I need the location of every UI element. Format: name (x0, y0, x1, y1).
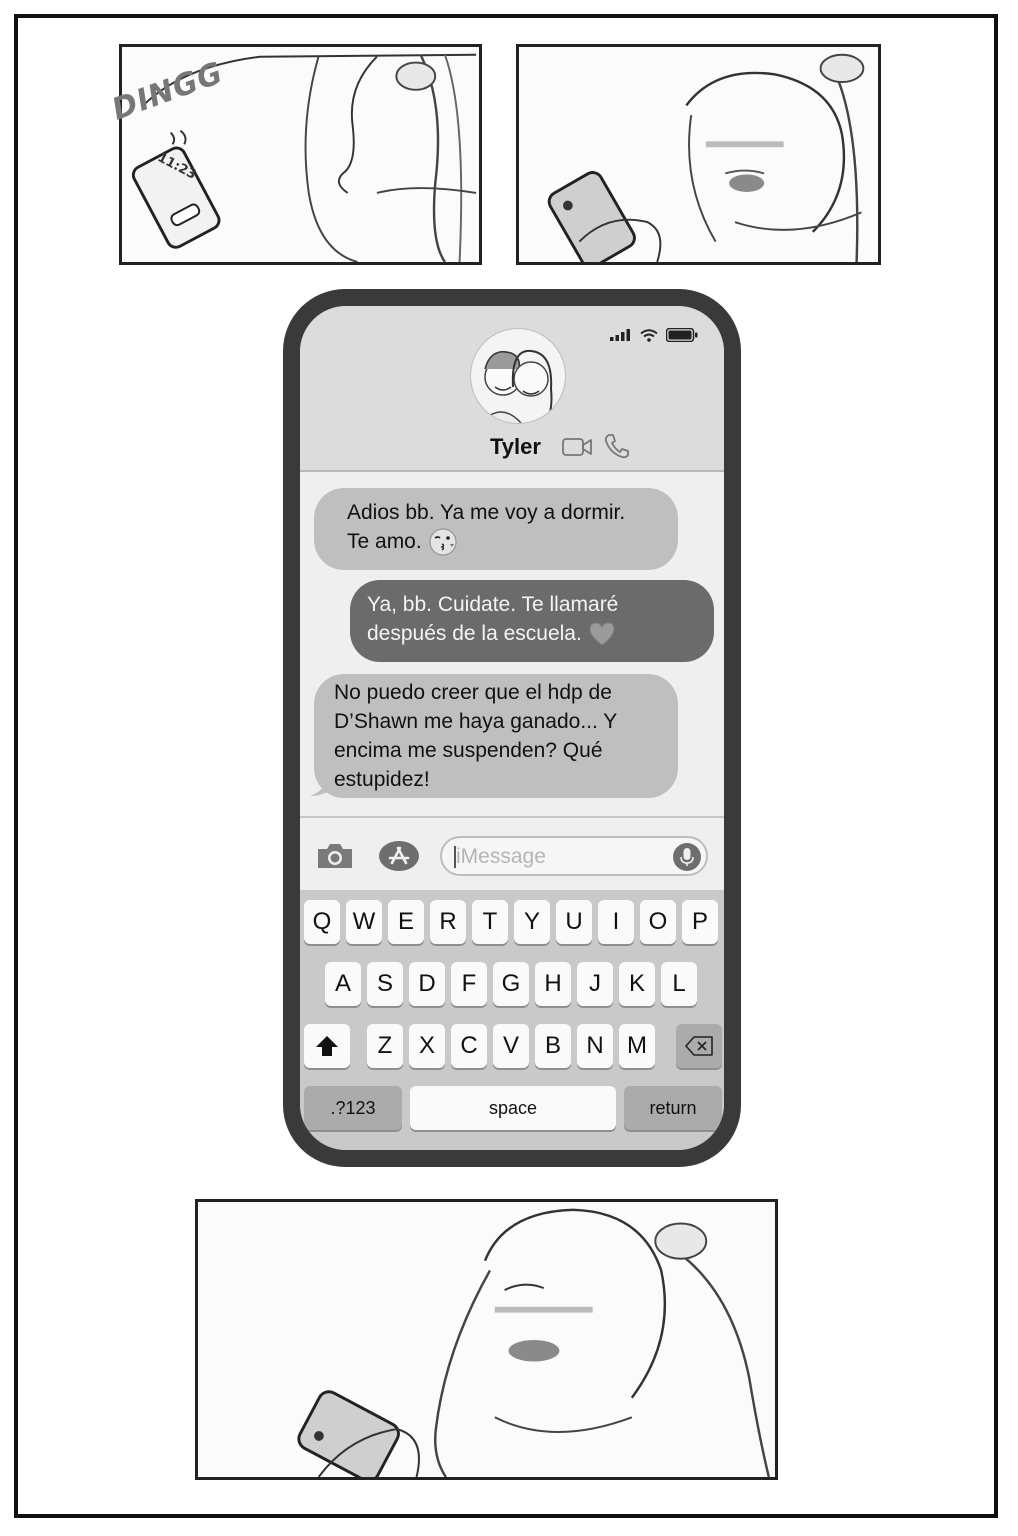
message-input-placeholder: iMessage (456, 845, 546, 868)
sound-effect-text: DINGG (107, 55, 228, 128)
conversation-header (300, 306, 724, 472)
comic-panel-reading-phone (516, 44, 881, 265)
shift-key[interactable] (304, 1024, 350, 1068)
message-line: estupidez! (334, 768, 430, 791)
key-e[interactable]: E (388, 900, 424, 944)
key-x[interactable]: X (409, 1024, 445, 1068)
message-input[interactable] (440, 836, 708, 876)
message-bubble-incoming (314, 488, 678, 570)
message-thread (300, 472, 724, 816)
panel-illustration (519, 47, 878, 262)
message-line: No puedo creer que el hdp de (334, 681, 612, 704)
space-key[interactable]: space (410, 1086, 616, 1130)
key-t[interactable]: T (472, 900, 508, 944)
messages-screen (300, 306, 724, 1150)
key-d[interactable]: D (409, 962, 445, 1006)
message-line: encima me suspenden? Qué (334, 739, 603, 762)
key-f[interactable]: F (451, 962, 487, 1006)
key-l[interactable]: L (661, 962, 697, 1006)
key-w[interactable]: W (346, 900, 382, 944)
key-b[interactable]: B (535, 1024, 571, 1068)
key-z[interactable]: Z (367, 1024, 403, 1068)
key-k[interactable]: K (619, 962, 655, 1006)
contact-avatar[interactable] (470, 328, 566, 424)
key-s[interactable]: S (367, 962, 403, 1006)
key-o[interactable]: O (640, 900, 676, 944)
panel-illustration (198, 1202, 775, 1477)
message-line-with-emoji (367, 619, 696, 648)
phone-call-icon[interactable] (604, 433, 630, 459)
battery-icon (666, 328, 698, 342)
backspace-key[interactable] (676, 1024, 722, 1068)
message-line: después de la escuela. (367, 622, 582, 645)
message-bubble-incoming (314, 674, 678, 798)
bubble-tail (308, 776, 330, 798)
avatar-illustration (471, 329, 565, 423)
key-n[interactable]: N (577, 1024, 613, 1068)
numbers-key[interactable]: .?123 (304, 1086, 402, 1130)
message-line: Adios bb. Ya me voy a dormir. (347, 501, 626, 524)
video-camera-icon[interactable] (562, 437, 592, 457)
comic-panel-reaction (195, 1199, 778, 1480)
key-u[interactable]: U (556, 900, 592, 944)
key-a[interactable]: A (325, 962, 361, 1006)
phone-time: 11:23 (154, 150, 199, 183)
key-m[interactable]: M (619, 1024, 655, 1068)
app-store-icon[interactable] (378, 840, 420, 872)
key-p[interactable]: P (682, 900, 718, 944)
key-i[interactable]: I (598, 900, 634, 944)
signal-icon (610, 329, 632, 341)
key-y[interactable]: Y (514, 900, 550, 944)
return-key[interactable]: return (624, 1086, 722, 1130)
key-r[interactable]: R (430, 900, 466, 944)
message-line-with-emoji (347, 527, 658, 557)
kissing-face-icon (428, 527, 458, 557)
onscreen-keyboard (300, 890, 724, 1150)
message-composer (300, 816, 724, 890)
message-bubble-outgoing (350, 580, 714, 662)
microphone-icon[interactable] (672, 842, 702, 872)
contact-name[interactable]: Tyler (490, 434, 541, 459)
heart-icon (588, 621, 616, 647)
key-q[interactable]: Q (304, 900, 340, 944)
message-line: Te amo. (347, 530, 422, 553)
smartphone (283, 289, 741, 1167)
shift-arrow-icon (315, 1035, 339, 1057)
message-line: Ya, bb. Cuidate. Te llamaré (367, 593, 619, 616)
key-v[interactable]: V (493, 1024, 529, 1068)
wifi-icon (640, 329, 658, 342)
key-j[interactable]: J (577, 962, 613, 1006)
message-line: D’Shawn me haya ganado... Y (334, 710, 618, 733)
key-g[interactable]: G (493, 962, 529, 1006)
key-h[interactable]: H (535, 962, 571, 1006)
camera-icon[interactable] (316, 842, 354, 870)
backspace-icon (685, 1036, 713, 1056)
status-bar (610, 328, 698, 342)
key-c[interactable]: C (451, 1024, 487, 1068)
